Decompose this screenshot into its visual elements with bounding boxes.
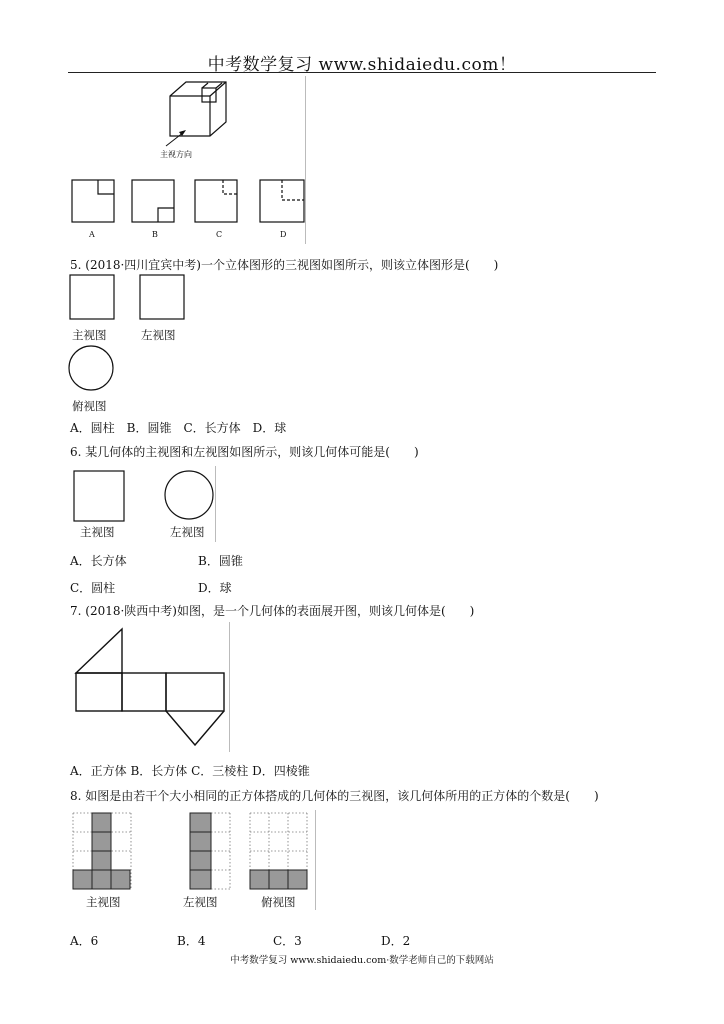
q4-option-a-label: A (89, 230, 95, 239)
q5-top-label: 俯视图 (72, 399, 107, 413)
q4-cube-figure (160, 76, 240, 156)
q5-top-view (69, 346, 113, 390)
q4-option-c-label: C (216, 230, 223, 239)
q4-option-d-label: D (280, 230, 287, 239)
page-footer: 中考数学复习 www.shidaiedu.com·数学老师自己的下载网站 (230, 955, 494, 966)
column-divider (315, 810, 316, 910)
q5-front-view (70, 275, 114, 319)
q4-direction-label: 主视方向 (160, 150, 192, 159)
q8-front-cell (92, 870, 111, 889)
q8-option-d: D．2 (381, 934, 411, 948)
q6-views (70, 469, 220, 521)
q5-left-label: 左视图 (141, 328, 176, 342)
header-rule (68, 72, 656, 73)
q5-text: 5. (2018·四川宜宾中考)一个立体图形的三视图如图所示，则该立体图形是( ) (70, 258, 499, 272)
q8-left-cell (190, 832, 211, 851)
q8-grid-views (70, 811, 315, 891)
q5-front-label: 主视图 (72, 328, 107, 342)
q7-net-figure (70, 625, 230, 750)
q8-front-cell (92, 832, 111, 851)
q6-front-label: 主视图 (80, 525, 115, 539)
q4-option-a-view (72, 180, 114, 222)
q8-front-cell (73, 870, 92, 889)
q6-left-label: 左视图 (170, 525, 205, 539)
q4-option-b-label: B (152, 230, 158, 239)
q4-option-c-view (195, 180, 237, 222)
q8-front-cell (92, 813, 111, 832)
q4-option-b-view (132, 180, 174, 222)
q8-top-cell (269, 870, 288, 889)
q6-option-b: B．圆锥 (198, 554, 243, 568)
q8-left-cell (190, 851, 211, 870)
q7-text: 7. (2018·陕西中考)如图，是一个几何体的表面展开图，则该几何体是( ) (70, 604, 475, 618)
q8-left-cell (190, 870, 211, 889)
q6-text: 6. 某几何体的主视图和左视图如图所示，则该几何体可能是( ) (70, 445, 419, 459)
q6-option-a: A．长方体 (70, 554, 127, 568)
q8-top-label: 俯视图 (261, 895, 296, 909)
q8-front-cell (92, 851, 111, 870)
page-header-title: 中考数学复习 www.shidaiedu.com！ (207, 55, 517, 75)
q8-left-label: 左视图 (183, 895, 218, 909)
q8-left-cell (190, 813, 211, 832)
q8-option-b: B．4 (177, 934, 206, 948)
q8-front-label: 主视图 (86, 895, 121, 909)
q8-option-c: C．3 (273, 934, 302, 948)
q8-option-a: A．6 (70, 934, 99, 948)
q8-text: 8. 如图是由若干个大小相同的正方体搭成的几何体的三视图，该几何体所用的正方体的个数是( ) (70, 789, 599, 803)
q6-option-d: D．球 (198, 581, 232, 595)
q4-option-views (60, 178, 310, 228)
q8-top-cell (288, 870, 307, 889)
q8-top-cell (250, 870, 269, 889)
q5-left-view (140, 275, 184, 319)
q5-options: A．圆柱 B．圆锥 C．长方体 D．球 (70, 421, 287, 435)
q6-option-c: C．圆柱 (70, 581, 116, 595)
q6-left-view (165, 471, 213, 519)
q6-front-view (74, 471, 124, 521)
q7-options: A．正方体 B．长方体 C．三棱柱 D．四棱锥 (70, 764, 310, 778)
q8-front-cell (111, 870, 130, 889)
